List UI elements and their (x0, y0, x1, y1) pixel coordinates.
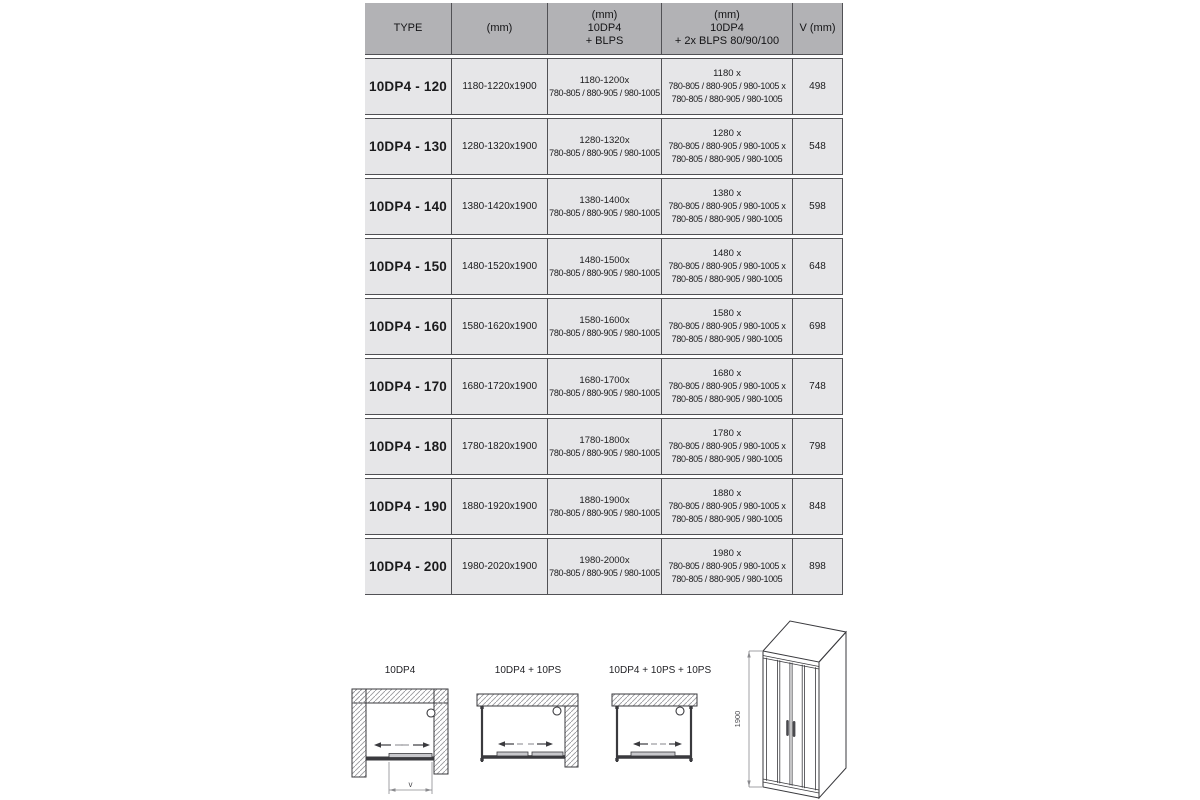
v-dimension (389, 762, 432, 794)
cell-line: 780-805 / 880-905 / 980-1005 (549, 447, 660, 458)
cell-line: 780-805 / 880-905 / 980-1005 (549, 87, 660, 98)
shower-symbol-icon (676, 707, 684, 715)
table-row (365, 58, 843, 115)
entry-width-cell: 798 (793, 418, 843, 475)
cell-line: 780-805 / 880-905 / 980-1005 x (668, 141, 786, 151)
double-blps-combination-cell (662, 358, 793, 415)
entry-width-cell: 748 (793, 358, 843, 415)
cell-line: 780-805 / 880-905 / 980-1005 (671, 94, 783, 104)
dimension-range-cell: 1980-2020x1900 (452, 538, 548, 595)
double-blps-combination-cell (662, 538, 793, 595)
column-header-blps (548, 3, 662, 55)
cell-line: 780-805 / 880-905 / 980-1005 (549, 267, 660, 278)
blps-combination-cell (548, 298, 662, 355)
cell-line: 780-805 / 880-905 / 980-1005 (671, 514, 783, 524)
table-row (365, 238, 843, 295)
cell-line: 780-805 / 880-905 / 980-1005 (671, 214, 783, 224)
table-row (365, 298, 843, 355)
dimension-range-cell: 1380-1420x1900 (452, 178, 548, 235)
sliding-panel (631, 752, 675, 756)
cell-line: 1580-1600x (579, 314, 630, 326)
entry-width-cell: 498 (793, 58, 843, 115)
sliding-panel (389, 754, 432, 758)
cell-line: 780-805 / 880-905 / 980-1005 (549, 567, 660, 578)
fixed-wall-10ps-right (689, 706, 692, 762)
perspective-drawing-10dp4 (725, 608, 900, 800)
cell-line: 780-805 / 880-905 / 980-1005 (671, 274, 783, 284)
entry-width-cell: 848 (793, 478, 843, 535)
cell-line: 780-805 / 880-905 / 980-1005 (549, 507, 660, 518)
double-blps-combination-cell (662, 478, 793, 535)
type-cell: 10DP4 - 160 (365, 298, 452, 355)
dimension-range-cell: 1180-1220x1900 (452, 58, 548, 115)
cell-line: 780-805 / 880-905 / 980-1005 (671, 154, 783, 164)
blps-combination-cell (548, 358, 662, 415)
double-blps-combination-cell (662, 178, 793, 235)
cell-line: 780-805 / 880-905 / 980-1005 (549, 147, 660, 158)
blps-combination-cell (548, 538, 662, 595)
sliding-panel (497, 752, 528, 756)
wall-left (352, 689, 366, 777)
table-row (365, 538, 843, 595)
cell-line: 1180-1200x (579, 74, 630, 86)
type-cell: 10DP4 - 180 (365, 418, 452, 475)
cell-line: 780-805 / 880-905 / 980-1005 (671, 574, 783, 584)
cell-line: 1380 x (712, 188, 742, 199)
table-row (365, 478, 843, 535)
plan-diagram-10dp4-10ps (476, 692, 580, 776)
cell-line: 780-805 / 880-905 / 980-1005 x (668, 261, 786, 271)
cell-line: 780-805 / 880-905 / 980-1005 x (668, 321, 786, 331)
type-cell: 10DP4 - 120 (365, 58, 452, 115)
wall-right (565, 706, 578, 767)
wall-top (612, 694, 697, 706)
blps-combination-cell (548, 178, 662, 235)
double-blps-combination-cell (662, 118, 793, 175)
fixed-wall-10ps-left (615, 706, 618, 762)
shower-symbol-icon (553, 707, 561, 715)
diagram-label-10dp4-10ps: 10DP4 + 10PS (494, 665, 562, 676)
cell-line: 780-805 / 880-905 / 980-1005 x (668, 201, 786, 211)
type-cell: 10DP4 - 140 (365, 178, 452, 235)
header-line: (mm) (591, 9, 618, 21)
cell-line: 1680-1700x (579, 374, 630, 386)
header-row (365, 3, 843, 55)
dimension-range-cell: 1780-1820x1900 (452, 418, 548, 475)
type-cell: 10DP4 - 150 (365, 238, 452, 295)
cell-line: 780-805 / 880-905 / 980-1005 (671, 454, 783, 464)
plan-diagram-10dp4 (350, 686, 450, 800)
double-blps-combination-cell (662, 298, 793, 355)
header-line: + 2x BLPS 80/90/100 (674, 35, 780, 47)
cell-line: 780-805 / 880-905 / 980-1005 x (668, 561, 786, 571)
cell-line: 780-805 / 880-905 / 980-1005 x (668, 81, 786, 91)
blps-combination-cell (548, 478, 662, 535)
type-cell: 10DP4 - 200 (365, 538, 452, 595)
blps-combination-cell (548, 418, 662, 475)
height-dimension (733, 651, 762, 787)
cell-line: 1580 x (712, 308, 742, 319)
cell-line: 780-805 / 880-905 / 980-1005 x (668, 501, 786, 511)
dimension-range-cell: 1680-1720x1900 (452, 358, 548, 415)
double-blps-combination-cell (662, 238, 793, 295)
cell-line: 1680 x (712, 368, 742, 379)
cell-line: 1380-1400x (579, 194, 630, 206)
v-dimension-label: v (408, 780, 413, 789)
blps-combination-cell (548, 58, 662, 115)
column-header-2x-blps (662, 3, 793, 55)
cell-line: 780-805 / 880-905 / 980-1005 (549, 327, 660, 338)
header-line: V (mm) (799, 22, 836, 34)
cell-line: 1180 x (713, 68, 741, 79)
type-cell: 10DP4 - 190 (365, 478, 452, 535)
header-line: (mm) (486, 22, 513, 34)
cell-line: 1280-1320x (579, 134, 630, 146)
double-blps-combination-cell (662, 58, 793, 115)
entry-width-cell: 548 (793, 118, 843, 175)
entry-width-cell: 698 (793, 298, 843, 355)
header-line: 10DP4 (587, 22, 622, 34)
cell-line: 1780-1800x (579, 434, 630, 446)
plan-diagram-10dp4-10ps-10ps (607, 692, 713, 776)
type-cell: 10DP4 - 130 (365, 118, 452, 175)
height-dimension-label: 1900 (733, 710, 742, 728)
header-line: (mm) (714, 9, 740, 21)
cell-line: 1280 x (712, 128, 742, 139)
header-line: + BLPS (585, 35, 624, 47)
table-row (365, 178, 843, 235)
slide-direction-arrows-icon (374, 742, 430, 748)
fixed-wall-10ps-left (480, 706, 483, 762)
table-row (365, 118, 843, 175)
cell-line: 780-805 / 880-905 / 980-1005 (549, 207, 660, 218)
door-handles (786, 720, 795, 737)
cell-line: 1880-1900x (579, 494, 630, 506)
dimension-range-cell: 1480-1520x1900 (452, 238, 548, 295)
cell-line: 780-805 / 880-905 / 980-1005 (671, 334, 783, 344)
column-header-mm (452, 3, 548, 55)
blps-combination-cell (548, 118, 662, 175)
wall-right (434, 689, 448, 774)
entry-width-cell: 648 (793, 238, 843, 295)
cell-line: 780-805 / 880-905 / 980-1005 (549, 387, 660, 398)
column-header-v (793, 3, 843, 55)
cell-line: 780-805 / 880-905 / 980-1005 x (668, 381, 786, 391)
cell-line: 1480-1500x (579, 254, 630, 266)
entry-width-cell: 898 (793, 538, 843, 595)
entry-width-cell: 598 (793, 178, 843, 235)
diagram-label-10dp4-10ps-10ps: 10DP4 + 10PS + 10PS (608, 665, 712, 676)
column-header-type (365, 3, 452, 55)
spec-table-wrap (365, 0, 843, 598)
table-row (365, 358, 843, 415)
dimension-range-cell: 1280-1320x1900 (452, 118, 548, 175)
dimension-range-cell: 1880-1920x1900 (452, 478, 548, 535)
header-line: TYPE (393, 22, 423, 34)
dimension-range-cell: 1580-1620x1900 (452, 298, 548, 355)
shower-symbol-icon (427, 709, 435, 717)
slide-direction-arrows-icon (633, 741, 682, 747)
cell-line: 1780 x (712, 428, 742, 439)
slide-direction-arrows-icon (498, 741, 553, 747)
sliding-panel (532, 752, 563, 756)
cell-line: 780-805 / 880-905 / 980-1005 (671, 394, 783, 404)
wall-top (477, 694, 578, 706)
cell-line: 1980 x (712, 548, 742, 559)
spec-table (365, 0, 843, 598)
door-panels (763, 656, 819, 794)
cell-line: 780-805 / 880-905 / 980-1005 x (668, 441, 786, 451)
blps-combination-cell (548, 238, 662, 295)
cell-line: 1880 x (712, 488, 742, 499)
header-line: 10DP4 (710, 22, 744, 34)
type-cell: 10DP4 - 170 (365, 358, 452, 415)
table-row (365, 418, 843, 475)
cell-line: 1480 x (712, 248, 742, 259)
double-blps-combination-cell (662, 418, 793, 475)
cell-line: 1980-2000x (579, 554, 630, 566)
diagram-label-10dp4: 10DP4 (384, 665, 416, 676)
